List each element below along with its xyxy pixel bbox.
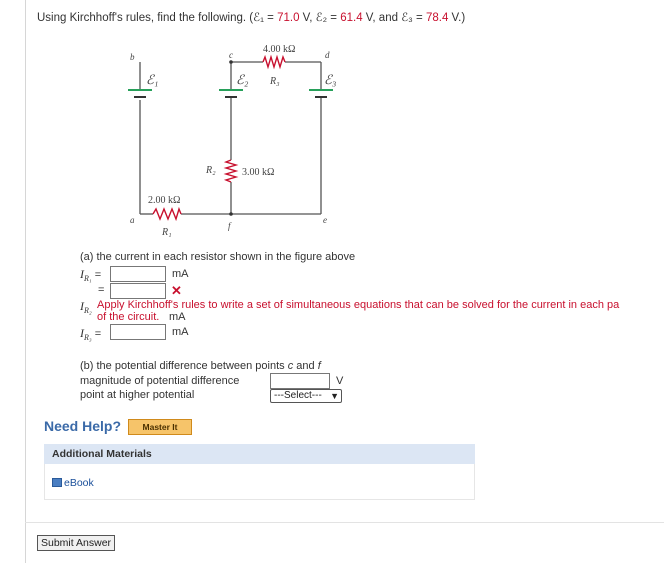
emf1-unit: V, <box>299 12 316 24</box>
emf2-unit: V, and <box>362 12 402 24</box>
submit-answer-button[interactable]: Submit Answer <box>37 535 115 551</box>
magnitude-input[interactable] <box>270 373 330 389</box>
battery-emf2 <box>219 90 243 97</box>
resistor-r2 <box>226 160 236 182</box>
x-mark-icon: ✕ <box>171 283 182 298</box>
ir2-feedback-line1: Apply Kirchhoff's rules to write a set of simultaneous equations that can be solved for the current in each pa <box>97 299 620 311</box>
ebook-link[interactable] <box>52 477 94 489</box>
additional-materials-body <box>44 464 475 500</box>
part-b-prompt <box>80 360 321 372</box>
battery-emf3 <box>309 90 333 97</box>
ir3-unit: mA <box>172 326 189 338</box>
ir3-subscript: R₃ <box>84 333 92 343</box>
ir1-symbol: I <box>80 267 84 281</box>
node-d-label: d <box>325 50 330 60</box>
content-left-border <box>25 0 26 563</box>
part-b-prefix: (b) the potential difference between points <box>80 360 288 372</box>
emf3-unit: V.) <box>448 12 466 24</box>
need-help-label: Need Help? <box>44 418 122 434</box>
additional-materials-header: Additional Materials <box>44 444 475 464</box>
resistor-r3 <box>263 57 285 67</box>
ir2-unit: mA <box>169 311 186 323</box>
ir2-input[interactable] <box>110 283 166 299</box>
ebook-label: eBook <box>64 477 94 489</box>
emf3-symbol: ℰ₃ <box>324 72 337 87</box>
ir2-equals: = <box>98 284 105 296</box>
ir2-feedback-line2: of the circuit. <box>97 311 160 323</box>
ir1-unit: mA <box>172 268 189 280</box>
chevron-down-icon: ▼ <box>330 391 339 401</box>
node-b-label: b <box>130 52 135 62</box>
r3-value-label: 4.00 kΩ <box>263 44 296 55</box>
junction-c <box>229 60 233 64</box>
circuit-diagram <box>118 40 358 240</box>
select-value: ---Select--- <box>274 390 322 401</box>
point-f: f <box>317 360 321 372</box>
resistor-r1 <box>153 209 181 219</box>
node-a-label: a <box>130 215 135 225</box>
ir3-label <box>80 326 101 342</box>
point-c: c <box>287 360 294 372</box>
higher-potential-label: point at higher potential <box>80 389 195 401</box>
emf2-symbol: ℰ₂ <box>236 72 249 87</box>
ir1-equals: = <box>91 269 102 281</box>
node-f-label: f <box>228 221 231 231</box>
magnitude-unit: V <box>336 375 344 387</box>
part-b-and: and <box>293 360 318 372</box>
problem-prefix: Using Kirchhoff's rules, find the following. ( <box>37 12 254 24</box>
junction-f <box>229 212 233 216</box>
ir1-label <box>80 267 101 283</box>
ebook-icon <box>52 478 62 487</box>
r2-value-label: 3.00 kΩ <box>242 167 275 178</box>
magnitude-label: magnitude of potential difference <box>80 375 240 387</box>
r3-label: R₃ <box>270 76 280 87</box>
emf2-label: ℰ₂ = <box>315 12 341 24</box>
r1-value-label: 2.00 kΩ <box>148 195 181 206</box>
ir2-subscript: R₂ <box>84 306 92 316</box>
problem-statement <box>37 10 465 24</box>
emf1-symbol: ℰ₁ <box>146 72 159 87</box>
r1-label: R₁ <box>162 227 172 238</box>
ir3-symbol: I <box>80 326 84 340</box>
battery-emf1 <box>128 90 152 97</box>
part-a-prompt: (a) the current in each resistor shown in the figure above <box>80 251 356 263</box>
emf2-value: 61.4 <box>340 12 363 24</box>
ir1-subscript: R₁ <box>84 274 92 284</box>
higher-potential-select[interactable] <box>270 389 342 403</box>
emf1-value: 71.0 <box>277 12 300 24</box>
node-e-label: e <box>323 215 327 225</box>
ir3-equals: = <box>91 328 102 340</box>
ir3-input[interactable] <box>110 324 166 340</box>
master-it-button[interactable]: Master It <box>128 419 192 435</box>
bottom-divider <box>25 522 664 523</box>
r2-label: R₂ <box>206 165 216 176</box>
emf1-label: ℰ₁ = <box>253 12 278 24</box>
ir2-symbol: I <box>80 299 84 313</box>
ir2-label <box>80 299 92 315</box>
node-c-label: c <box>229 50 233 60</box>
emf3-value: 78.4 <box>425 12 449 24</box>
ir1-input[interactable] <box>110 266 166 282</box>
emf3-label: ℰ₃ = <box>401 12 426 24</box>
